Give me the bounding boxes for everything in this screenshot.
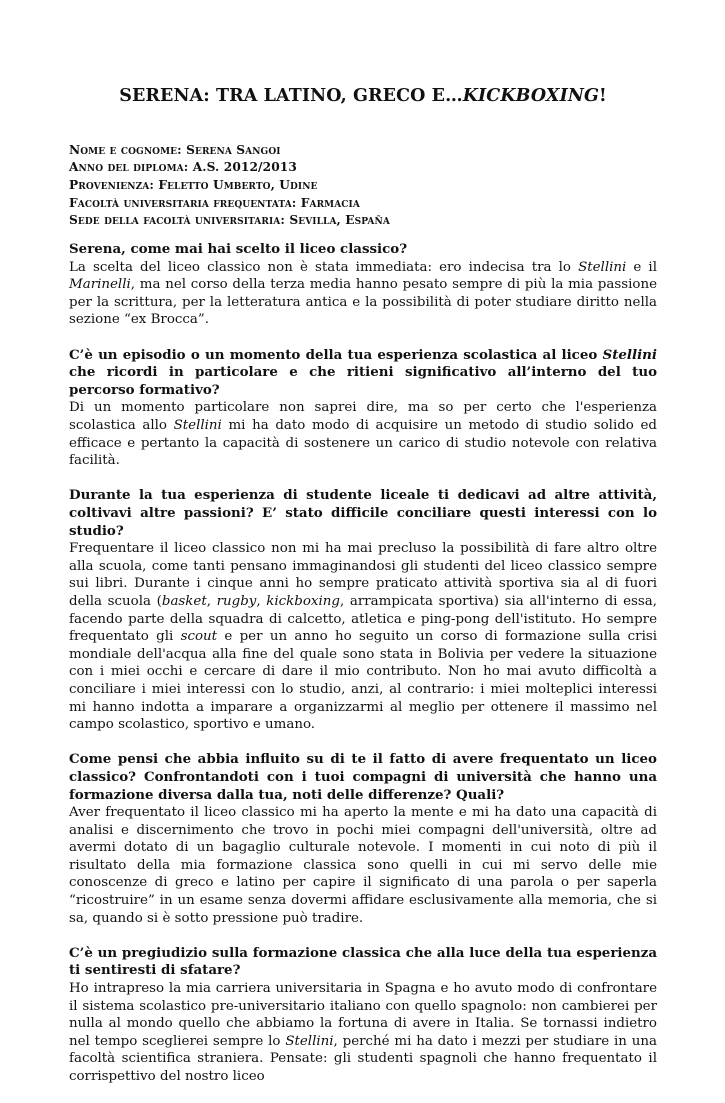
detail-label: Sede della facoltà universitaria (69, 213, 281, 228)
text-run: Di un momento particolare non saprei dire, ma so per certo che l'esperienza scolastica allo (69, 400, 657, 434)
italic-run: Marinelli (69, 277, 131, 293)
title-italic-text: KICKBOXING (462, 86, 599, 106)
qa-block (69, 241, 657, 329)
text-run: , (206, 593, 217, 609)
answer-text (69, 980, 657, 1086)
qa-block (69, 945, 657, 1086)
title-suffix: ! (599, 86, 607, 106)
text-run: Durante la tua esperienza di studente liceale ti dedicavi ad altre attività, coltivavi altre passioni? E’ stato difficile conciliare questi interessi con lo studio? (69, 487, 657, 539)
interview-list (69, 241, 657, 1086)
qa-block (69, 487, 657, 733)
text-run: e il (626, 259, 657, 275)
italic-run: Stellini (173, 418, 222, 434)
qa-block (69, 751, 657, 927)
text-run: Frequentare il liceo classico non mi ha mai precluso la possibilità di fare altro oltre alla scuola, come tanti pensano immaginandosi gli studenti del liceo classico sempre sui libri. Durante i cinque anni ho sempre praticato attività sportiva sia al di fuori della scuola ( (69, 541, 657, 609)
question-text (69, 945, 657, 980)
question-text (69, 751, 657, 804)
text-run: , (256, 593, 267, 609)
detail-value: Farmacia (300, 195, 360, 210)
text-run: Serena, come mai hai scelto il liceo classico? (69, 241, 408, 258)
italic-run: scout (180, 629, 218, 645)
title-text: SERENA: TRA LATINO, GRECO E… (119, 86, 463, 106)
text-run: C’è un episodio o un momento della tua esperienza scolastica al liceo (69, 346, 603, 363)
answer-text (69, 804, 657, 927)
text-run: Ho intrapreso la mia carriera universitaria in Spagna e ho avuto modo di confrontare il sistema scolastico pre-universitario italiano con quello spagnolo: non cambierei per nulla al mondo quello che abbiamo la fortuna di avere in Italia. Se tornassi indietro nel tempo sceglierei sempre lo (69, 981, 657, 1049)
question-text (69, 241, 657, 259)
text-run: e per un anno ho seguito un corso di formazione sulla crisi mondiale dell'acqua alla fine del quale sono stata in Bolivia per vedere la situazione con i miei occhi e cercare di dare il mio contributo. Non ho mai avuto difficoltà a conciliare i miei interessi con lo studio, anzi, al contrario: i miei molteplici interessi mi hanno indotta a imparare a organizzarmi al meglio per ottenere il massimo nel campo scolastico, sportivo e umano. (69, 629, 658, 733)
profile-details (69, 142, 657, 231)
profile-detail-row: Nome e cognome: Serena Sangoi (69, 142, 281, 157)
detail-value: Feletto Umberto, Udine (158, 178, 318, 192)
text-run: , ma nel corso della terza media hanno pesato sempre di più la mia passione per la scrittura, per la letteratura antica e la possibilità di poter studiare diritto nella sezione “ex Brocca”. (69, 277, 657, 328)
profile-detail-row: Sede della facoltà universitaria: Sevilla, España (69, 213, 390, 228)
detail-value: A.S. 2012/2013 (192, 160, 297, 175)
italic-run: Stellini (285, 1033, 334, 1049)
profile-detail-row: Facoltà universitaria frequentata: Farmacia (69, 195, 360, 210)
detail-value: Sevilla, España (289, 213, 390, 228)
detail-value: Serena Sangoi (186, 142, 281, 157)
qa-block (69, 347, 657, 470)
text-run: Come pensi che abbia influito su di te il fatto di avere frequentato un liceo classico? Confrontandoti con i tuoi compagni di università che hanno una formazione diversa dalla tua, noti delle differenze? Quali? (69, 751, 657, 803)
italic-run: Stellini (578, 259, 627, 275)
page-title (69, 88, 657, 106)
detail-label: Facoltà universitaria frequentata (69, 195, 292, 210)
detail-label: Nome e cognome (69, 142, 178, 157)
italic-run: Stellini (602, 346, 657, 363)
answer-text (69, 259, 657, 329)
answer-text (69, 540, 657, 734)
answer-text (69, 399, 657, 469)
text-run: mi ha dato modo di acquisire un metodo di studio solido ed efficace e pertanto la capacità di sostenere un carico di studio notevole con relativa facilità. (69, 418, 658, 469)
profile-detail-row: Anno del diploma: A.S. 2012/2013 (69, 160, 297, 175)
question-text (69, 487, 657, 540)
profile-detail-row: Provenienza: Feletto Umberto, Udine (69, 178, 318, 192)
text-run: Aver frequentato il liceo classico mi ha aperto la mente e mi ha dato una capacità di analisi e discernimento che trovo in pochi miei compagni dell'università, oltre ad avermi dotato di un bagaglio culturale notevole. I momenti in cui noto di più il risultato della mia formazione classica sono quelli in cui mi servo delle mie conoscenze di greco e latino per capire il significato di una parola o per saperla “ricostruire” in un esame senza dovermi affidare esclusivamente alla memoria, che si sa, quando si è sotto pressione può tradire. (69, 805, 657, 926)
text-run: che ricordi in particolare e che ritieni significativo all’interno del tuo percorso formativo? (69, 364, 657, 398)
text-run: C’è un pregiudizio sulla formazione classica che alla luce della tua esperienza ti sentiresti di sfatare? (69, 944, 657, 979)
italic-run: rugby (216, 593, 257, 609)
detail-label: Provenienza (69, 178, 150, 192)
italic-run: kickboxing (266, 593, 340, 609)
italic-run: basket (161, 593, 207, 609)
text-run: La scelta del liceo classico non è stata immediata: ero indecisa tra lo (69, 259, 579, 275)
text-run: , perché mi ha dato i mezzi per studiare in una facoltà scientifica straniera. Pensate: gli studenti spagnoli che hanno frequentato il corrispettivo del nostro liceo (69, 1033, 657, 1085)
detail-label: Anno del diploma (69, 160, 184, 175)
document-page (69, 88, 657, 1103)
text-run: , arrampicata sportiva) sia all'interno di essa, facendo parte della squadra di calcetto, atletica e ping-pong dell'istituto. Ho sempre frequentato gli (69, 593, 658, 645)
question-text (69, 347, 657, 400)
